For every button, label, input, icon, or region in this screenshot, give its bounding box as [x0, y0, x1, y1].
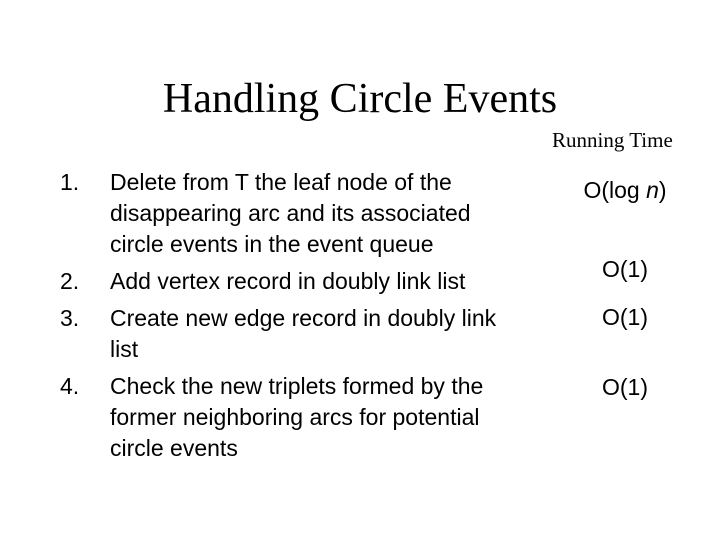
step-text: Add vertex record in doubly link list	[110, 268, 466, 294]
step-text: Delete from T the leaf node of the disappearing arc and its associated circle events in the event queue	[110, 169, 471, 257]
running-time-variable: n	[646, 177, 659, 203]
running-time-step-4: O(1)	[602, 374, 648, 400]
step-number: 1.	[60, 169, 80, 195]
running-time-prefix: O(log	[583, 177, 647, 203]
step-item	[60, 266, 540, 297]
step-number: 3.	[60, 305, 80, 331]
step-item	[60, 167, 540, 260]
steps-list	[60, 167, 540, 464]
step-number: 4.	[60, 373, 80, 399]
running-time-step-1	[555, 175, 695, 206]
running-time-suffix: )	[658, 177, 667, 203]
running-time-step-3: O(1)	[602, 304, 648, 330]
step-item	[60, 303, 540, 365]
running-time-step-2: O(1)	[602, 256, 648, 282]
step-text: Check the new triplets formed by the former neighboring arcs for potential circle events	[110, 373, 484, 461]
step-text: Create new edge record in doubly link list	[110, 305, 497, 362]
running-time-header: Running Time	[552, 128, 673, 152]
step-item	[60, 371, 540, 464]
step-number: 2.	[60, 268, 80, 294]
slide-title: Handling Circle Events	[162, 76, 558, 122]
